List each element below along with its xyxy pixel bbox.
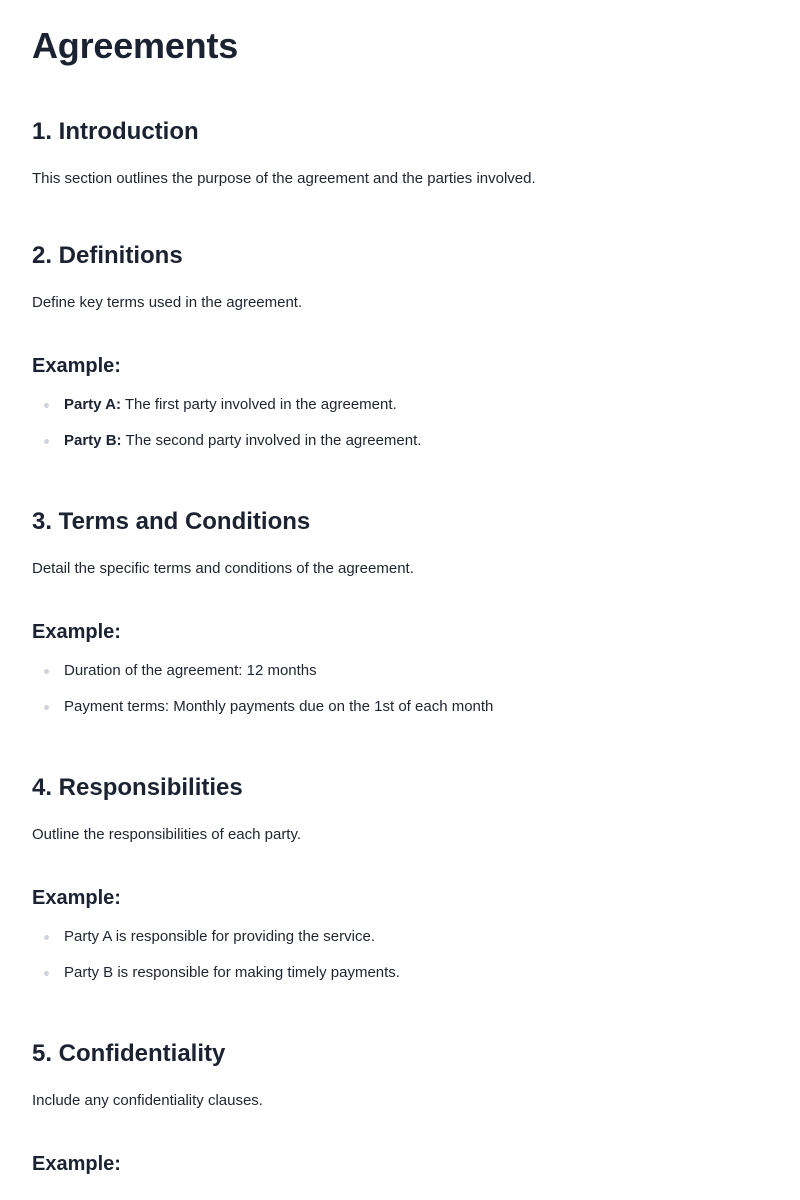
term-definition: The second party involved in the agreement. <box>125 432 422 449</box>
section-confidentiality <box>32 1038 768 1177</box>
example-list <box>32 395 768 451</box>
list-item <box>32 395 768 415</box>
bullet-icon <box>44 705 49 710</box>
section-title: 5. Confidentiality <box>32 1040 226 1067</box>
list-item-text: Party A is responsible for providing the service. <box>64 928 375 945</box>
example-list <box>32 927 768 983</box>
section-responsibilities <box>32 772 768 983</box>
section-title: 2. Definitions <box>32 242 183 269</box>
term-label: Party A: <box>64 396 121 413</box>
section-description: Outline the responsibilities of each party. <box>32 826 302 843</box>
section-title: 1. Introduction <box>32 118 199 145</box>
section-introduction <box>32 116 768 189</box>
section-description: This section outlines the purpose of the agreement and the parties involved. <box>32 170 536 187</box>
list-item <box>32 927 768 947</box>
list-item <box>32 697 768 717</box>
bullet-icon <box>44 935 49 940</box>
section-definitions <box>32 240 768 451</box>
list-item-text: Duration of the agreement: 12 months <box>64 662 317 679</box>
example-heading: Example: <box>32 887 121 909</box>
example-heading: Example: <box>32 621 121 643</box>
section-title: 3. Terms and Conditions <box>32 508 311 535</box>
bullet-icon <box>44 669 49 674</box>
example-list <box>32 661 768 717</box>
term-label: Party B: <box>64 432 122 449</box>
list-item-text: Party B is responsible for making timely payments. <box>64 964 400 981</box>
list-item <box>32 661 768 681</box>
list-item-text: Payment terms: Monthly payments due on the 1st of each month <box>64 698 494 715</box>
page-title: Agreements <box>32 25 239 66</box>
section-description: Define key terms used in the agreement. <box>32 294 303 311</box>
bullet-icon <box>44 403 49 408</box>
section-description: Detail the specific terms and conditions of the agreement. <box>32 560 414 577</box>
bullet-icon <box>44 439 49 444</box>
section-title: 4. Responsibilities <box>32 774 243 801</box>
section-terms-and-conditions <box>32 506 768 717</box>
example-heading: Example: <box>32 1153 121 1175</box>
example-heading: Example: <box>32 355 121 377</box>
list-item <box>32 963 768 983</box>
section-description: Include any confidentiality clauses. <box>32 1092 263 1109</box>
bullet-icon <box>44 971 49 976</box>
list-item <box>32 431 768 451</box>
term-definition: The first party involved in the agreement. <box>124 396 397 413</box>
